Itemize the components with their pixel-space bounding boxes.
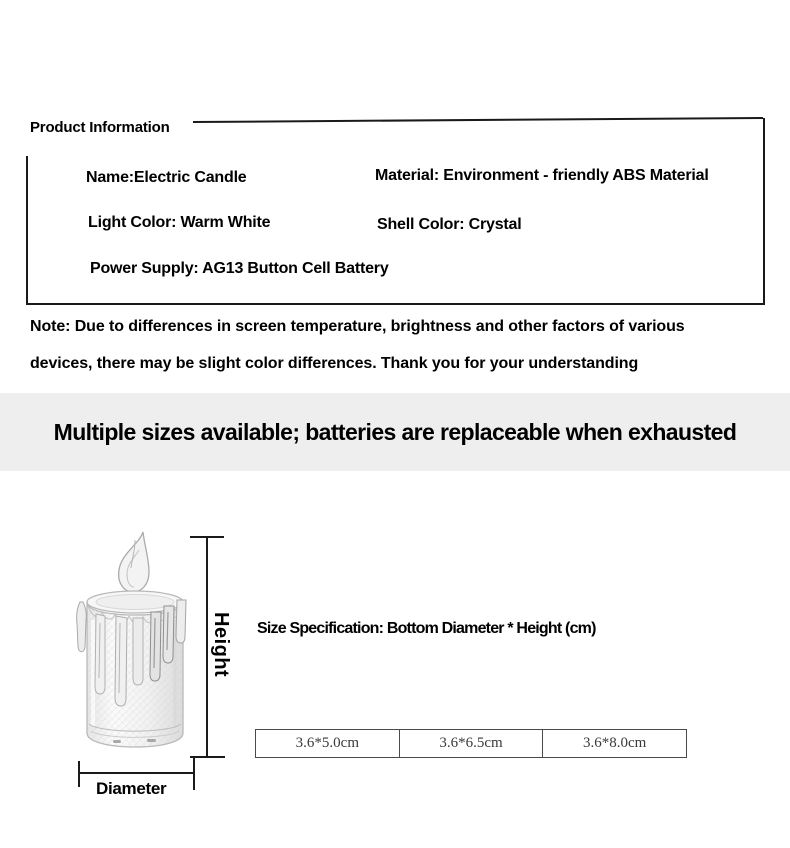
size-option-cell: 3.6*6.5cm [399,730,543,757]
height-measure-line [206,537,208,758]
size-option-cell: 3.6*8.0cm [542,730,686,757]
diameter-label: Diameter [96,779,167,798]
crystal-electric-candle-photo [55,528,195,760]
size-option-cell: 3.6*5.0cm [295,735,359,751]
product-info-title: Product Information [30,119,170,136]
sizes-banner-text: Multiple sizes available; batteries are replaceable when exhausted [53,418,737,445]
product-name-field: Name:Electric Candle [86,169,247,186]
info-box-border-right [763,118,765,305]
height-measure-tick-top [190,536,224,538]
diameter-measure-tick-right [193,757,195,790]
diameter-measure-tick-left [78,761,80,787]
size-specification-title: Size Specification: Bottom Diameter * Height (cm) [257,620,596,637]
shell-color-field: Shell Color: Crystal [377,216,522,233]
height-label: Height [210,612,232,678]
diameter-measure-line [78,772,195,774]
height-measure-tick-bottom [190,756,225,758]
power-supply-field: Power Supply: AG13 Button Cell Battery [90,260,389,277]
info-box-border-left [26,156,28,303]
info-box-border-bottom [26,303,765,305]
light-color-field: Light Color: Warm White [88,214,271,231]
size-options-table [255,729,687,758]
material-field: Material: Environment - friendly ABS Material [375,167,709,184]
info-box-border-top [193,117,763,123]
note-line-1: Note: Due to differences in screen temperature, brightness and other factors of various [30,318,685,335]
note-line-2: devices, there may be slight color differences. Thank you for your understanding [30,355,639,372]
sizes-banner [0,393,790,471]
